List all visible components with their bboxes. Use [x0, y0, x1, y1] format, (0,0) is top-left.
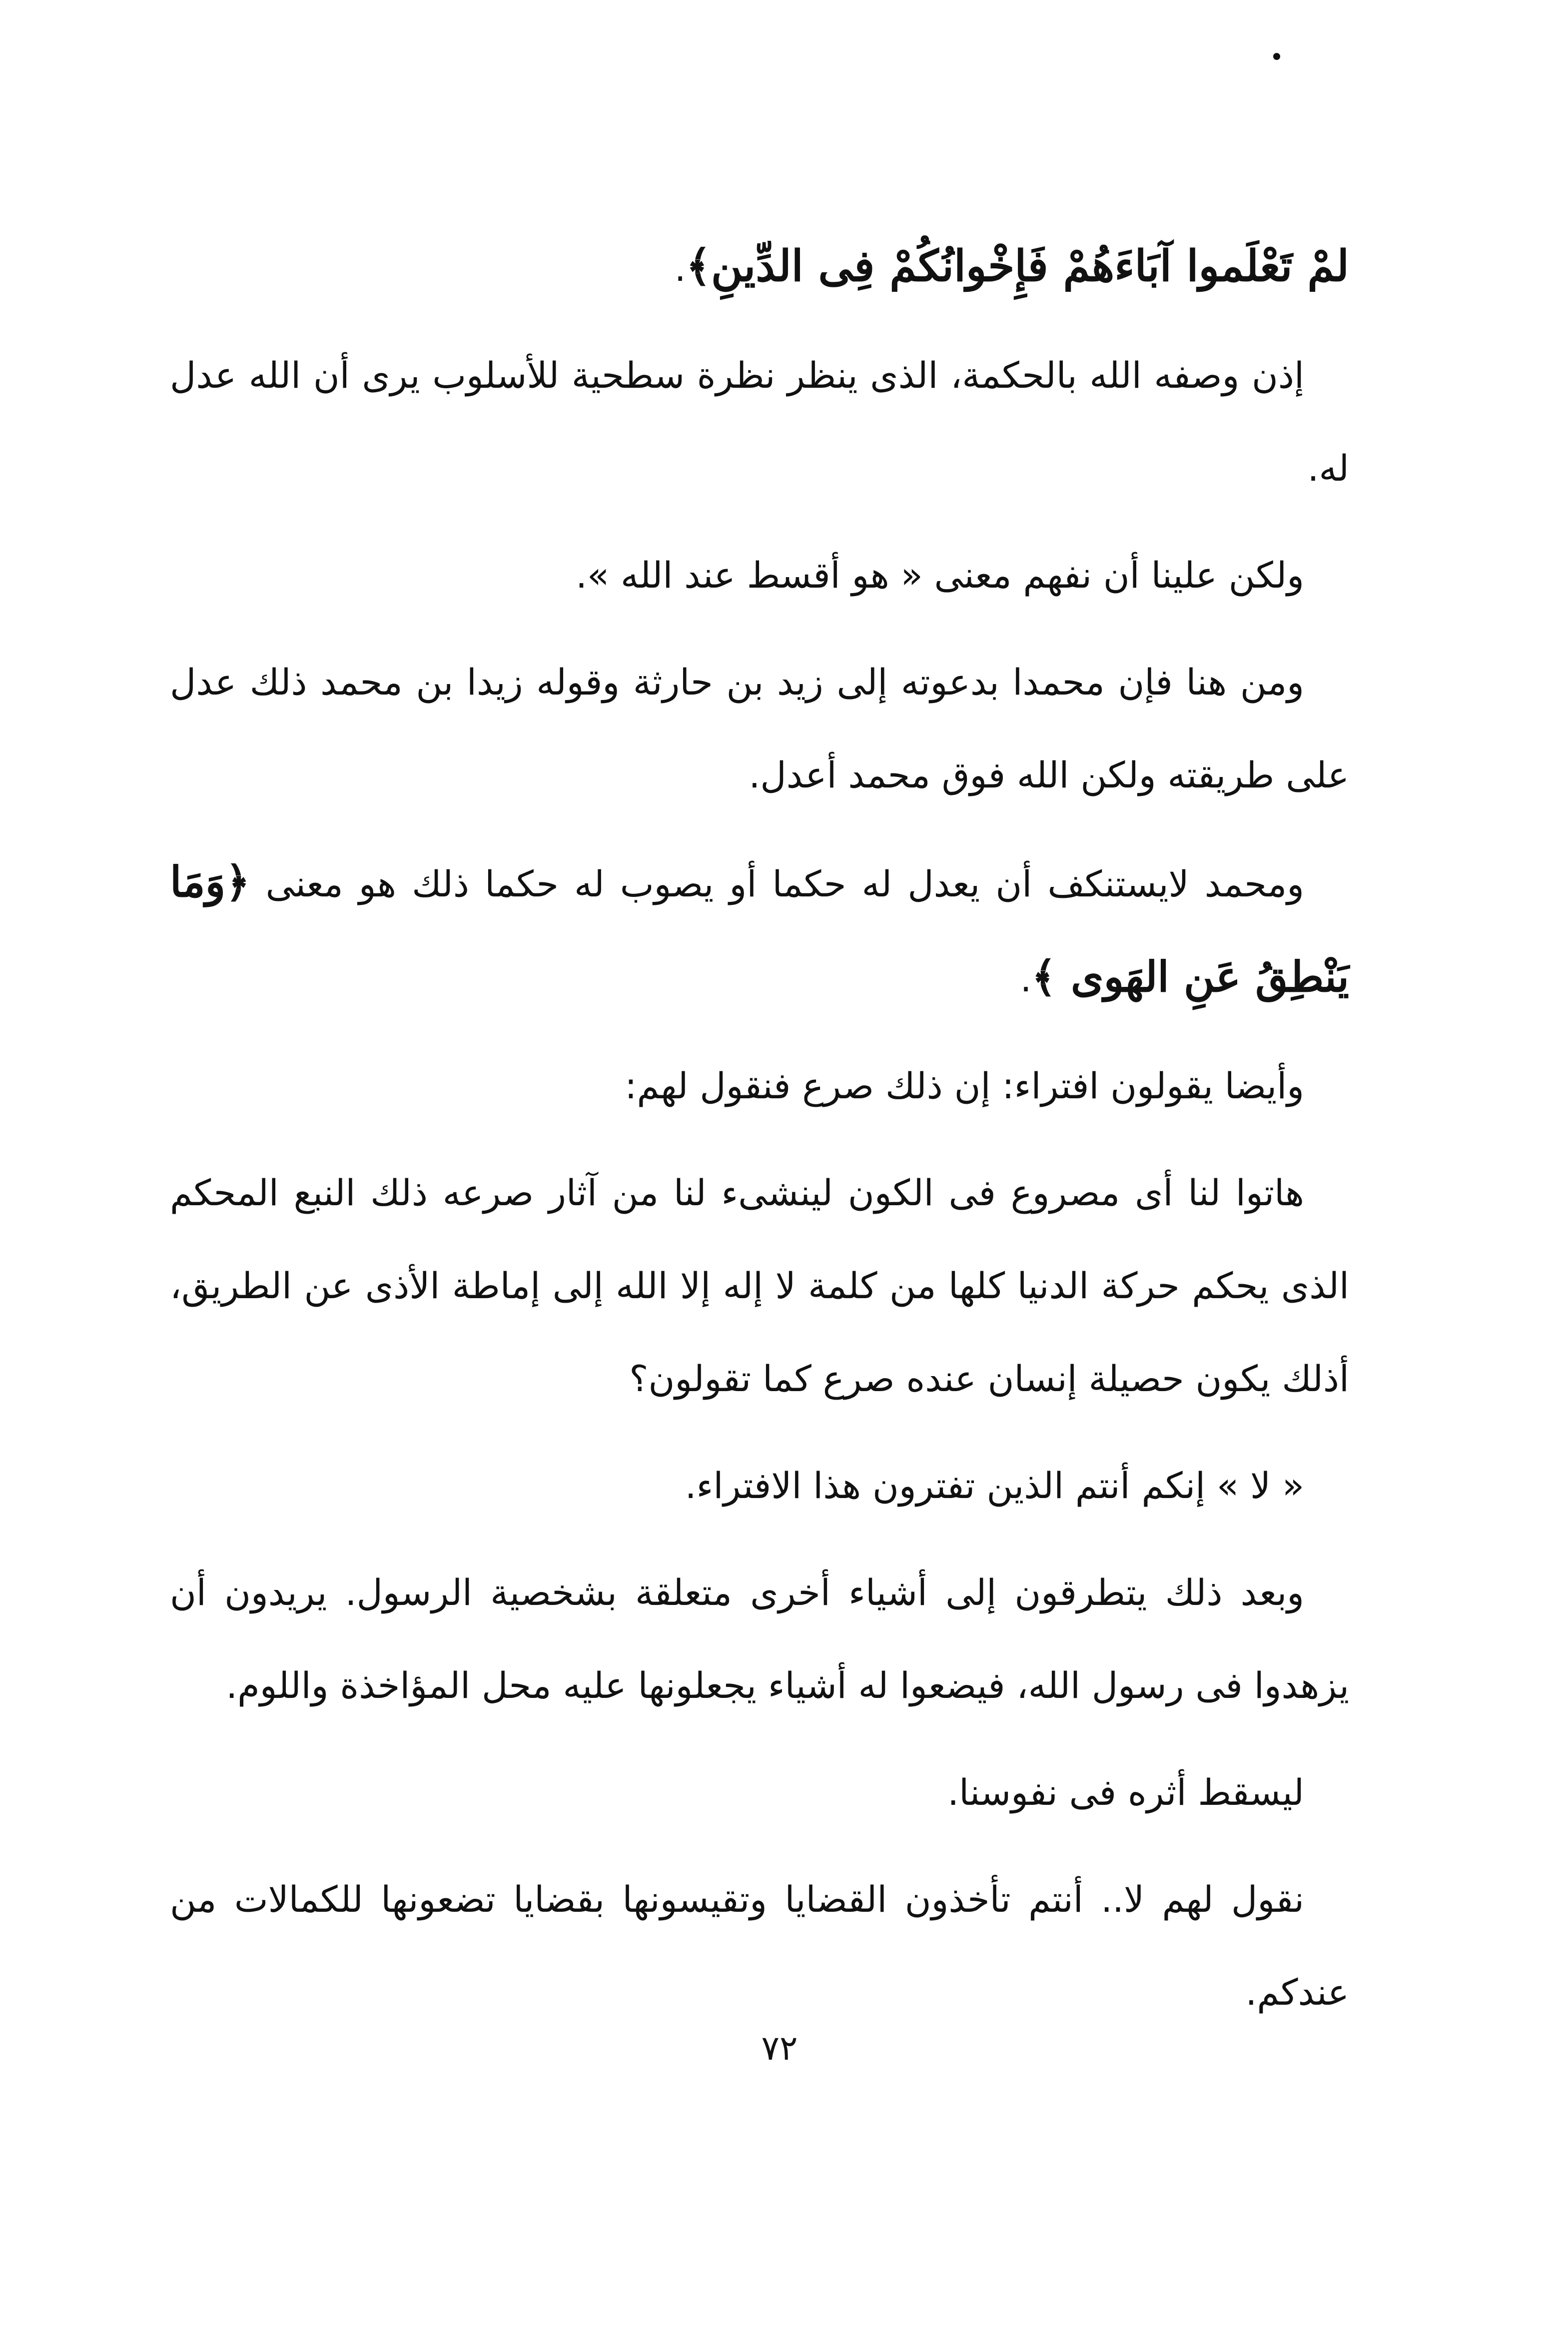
quran-verse: لمْ تَعْلَموا آبَاءَهُمْ فَإِخْوانُكُمْ فِى الدِّينِ﴾	[686, 241, 1349, 291]
paragraph-9: وبعد ذلك يتطرقون إلى أشياء أخرى متعلقة بشخصية الرسول. يريدون أن يزهدوا فى رسول الله، فيضعوا له أشياء يجعلونها عليه محل المؤاخذة واللوم.	[170, 1571, 1349, 1706]
paragraph-10: ليسقط أثره فى نفوسنا.	[947, 1771, 1304, 1813]
quran-verse: ﴿وَمَا يَنْطِقُ عَنِ الهَوى ﴾	[170, 857, 1349, 1001]
paragraph-7: هاتوا لنا أى مصروع فى الكون لينشىء لنا من آثار صرعه ذلك النبع المحكم الذى يحكم حركة الدنيا كلها من كلمة لا إله إلا الله إلى إماطة الأذى عن الطريق، أذلك يكون حصيلة إنسان عنده صرع كما تقولون؟	[170, 1172, 1349, 1400]
paragraph-text-end: .	[1020, 958, 1032, 1000]
ink-speck	[1273, 53, 1280, 60]
body-text	[170, 220, 1349, 2053]
paragraph-text: .	[674, 247, 686, 289]
paragraph-11: نقول لهم لا.. أنتم تأخذون القضايا وتقيسونها بقضايا تضعونها للكمالات من عندكم.	[170, 1878, 1349, 2013]
paragraph-2: إذن وصفه الله بالحكمة، الذى ينظر نظرة سطحية للأسلوب يرى أن الله عدل له.	[170, 354, 1349, 489]
paragraph-8: « لا » إنكم أنتم الذين تفترون هذا الافتراء.	[685, 1465, 1304, 1507]
paragraph-1	[170, 220, 1349, 315]
paragraph-4: ومن هنا فإن محمدا بدعوته إلى زيد بن حارثة وقوله زيدا بن محمد ذلك عدل على طريقته ولكن الله فوق محمد أعدل.	[170, 661, 1349, 796]
paragraph-3: ولكن علينا أن نفهم معنى « هو أقسط عند الله ».	[576, 554, 1304, 596]
page-number: ٧٢	[761, 2029, 798, 2068]
paragraph-text: ومحمد لايستنكف أن يعدل له حكما أو يصوب له حكما ذلك هو معنى	[265, 863, 1305, 905]
paragraph-5	[170, 835, 1349, 1025]
paragraph-6: وأيضا يقولون افتراء: إن ذلك صرع فنقول لهم:	[625, 1065, 1304, 1107]
